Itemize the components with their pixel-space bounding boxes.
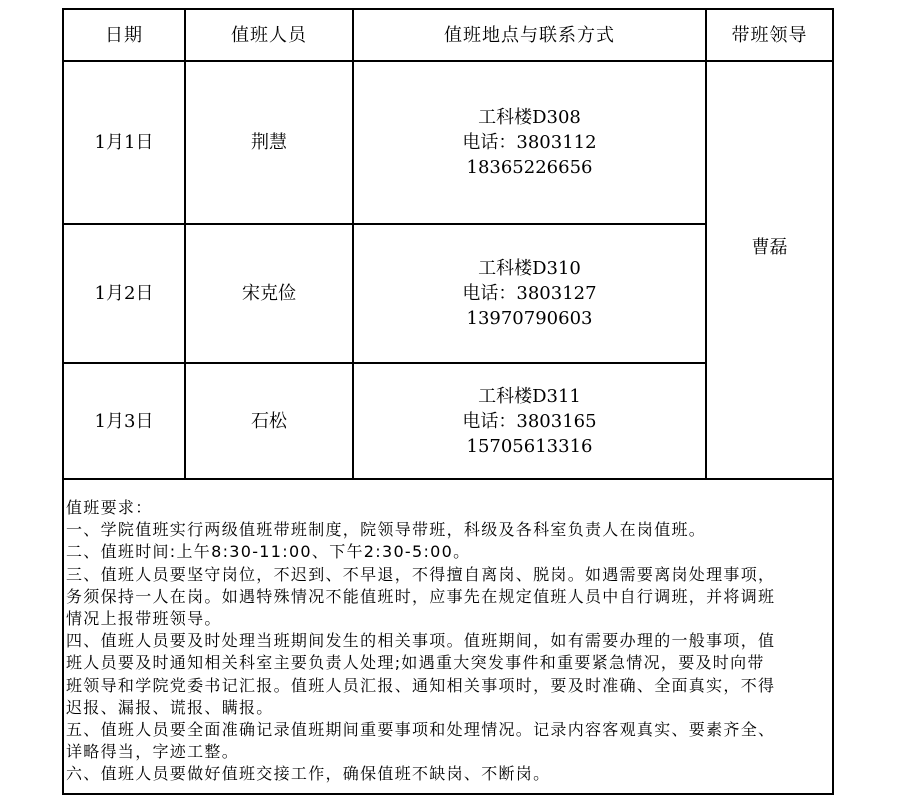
table-row-1-staff: 荆慧 (251, 132, 287, 153)
location-text: 工科楼D311 (478, 385, 581, 407)
requirement-line: 班人员要及时通知相关科室主要负责人处理;如遇重大突发事件和重要紧急情况，要及时向带 (66, 653, 765, 673)
table-row-1-date: 1月1日 (94, 132, 154, 153)
row-divider (64, 478, 832, 480)
requirement-line: 情况上报带班领导。 (66, 609, 222, 629)
table-row-3-date: 1月3日 (94, 410, 154, 432)
phone-text: 电话：3803127 (462, 283, 597, 304)
duty-requirements (66, 497, 832, 786)
location-text: 工科楼D310 (478, 258, 581, 279)
location-text: 工科楼D308 (478, 107, 581, 128)
requirement-line: 六、值班人员要做好值班交接工作，确保值班不缺岗、不断岗。 (66, 764, 551, 784)
table-row-2-date: 1月2日 (94, 283, 154, 304)
mobile-text: 18365226656 (466, 157, 593, 178)
leader-cell: 曹磊 (751, 237, 788, 258)
requirement-line: 一、学院值班实行两级值班带班制度，院领导带班，科级及各科室负责人在岗值班。 (66, 520, 707, 540)
phone-text: 电话：3803112 (462, 132, 597, 153)
table-row-3-staff: 石松 (251, 410, 287, 432)
table-row-2-staff: 宋克俭 (242, 283, 296, 304)
requirement-line: 五、值班人员要全面准确记录值班期间重要事项和处理情况。记录内容客观真实、要素齐全、 (66, 720, 776, 740)
mobile-text: 13970790603 (466, 308, 593, 329)
table-row-1-contact (354, 62, 705, 223)
requirement-line: 四、值班人员要及时处理当班期间发生的相关事项。值班期间，如有需要办理的一般事项，值 (66, 631, 776, 651)
header-date: 日期 (105, 24, 143, 46)
header-location-contact: 值班地点与联系方式 (444, 24, 615, 46)
requirement-line: 详略得当，字迹工整。 (66, 742, 240, 762)
table-row-2-contact (354, 225, 705, 362)
header-staff: 值班人员 (231, 24, 307, 46)
requirement-line: 务须保持一人在岗。如遇特殊情况不能值班时，应事先在规定值班人员中自行调班，并将调班 (66, 586, 776, 606)
table-row-3-contact (354, 364, 705, 478)
requirement-line: 三、值班人员要坚守岗位，不迟到、不早退，不得擅自离岗、脱岗。如遇需要离岗处理事项， (66, 564, 776, 584)
header-leader: 带班领导 (731, 24, 808, 46)
mobile-text: 15705613316 (466, 435, 593, 457)
requirement-line: 迟报、漏报、谎报、瞒报。 (66, 697, 274, 717)
requirements-title: 值班要求： (66, 498, 153, 517)
requirement-line: 班领导和学院党委书记汇报。值班人员汇报、通知相关事项时，要及时准确、全面真实，不得 (66, 675, 776, 695)
requirement-line: 二、值班时间:上午8:30-11:00、下午2:30-5:00。 (66, 542, 471, 562)
phone-text: 电话：3803165 (462, 410, 597, 432)
duty-schedule-table (62, 8, 834, 795)
